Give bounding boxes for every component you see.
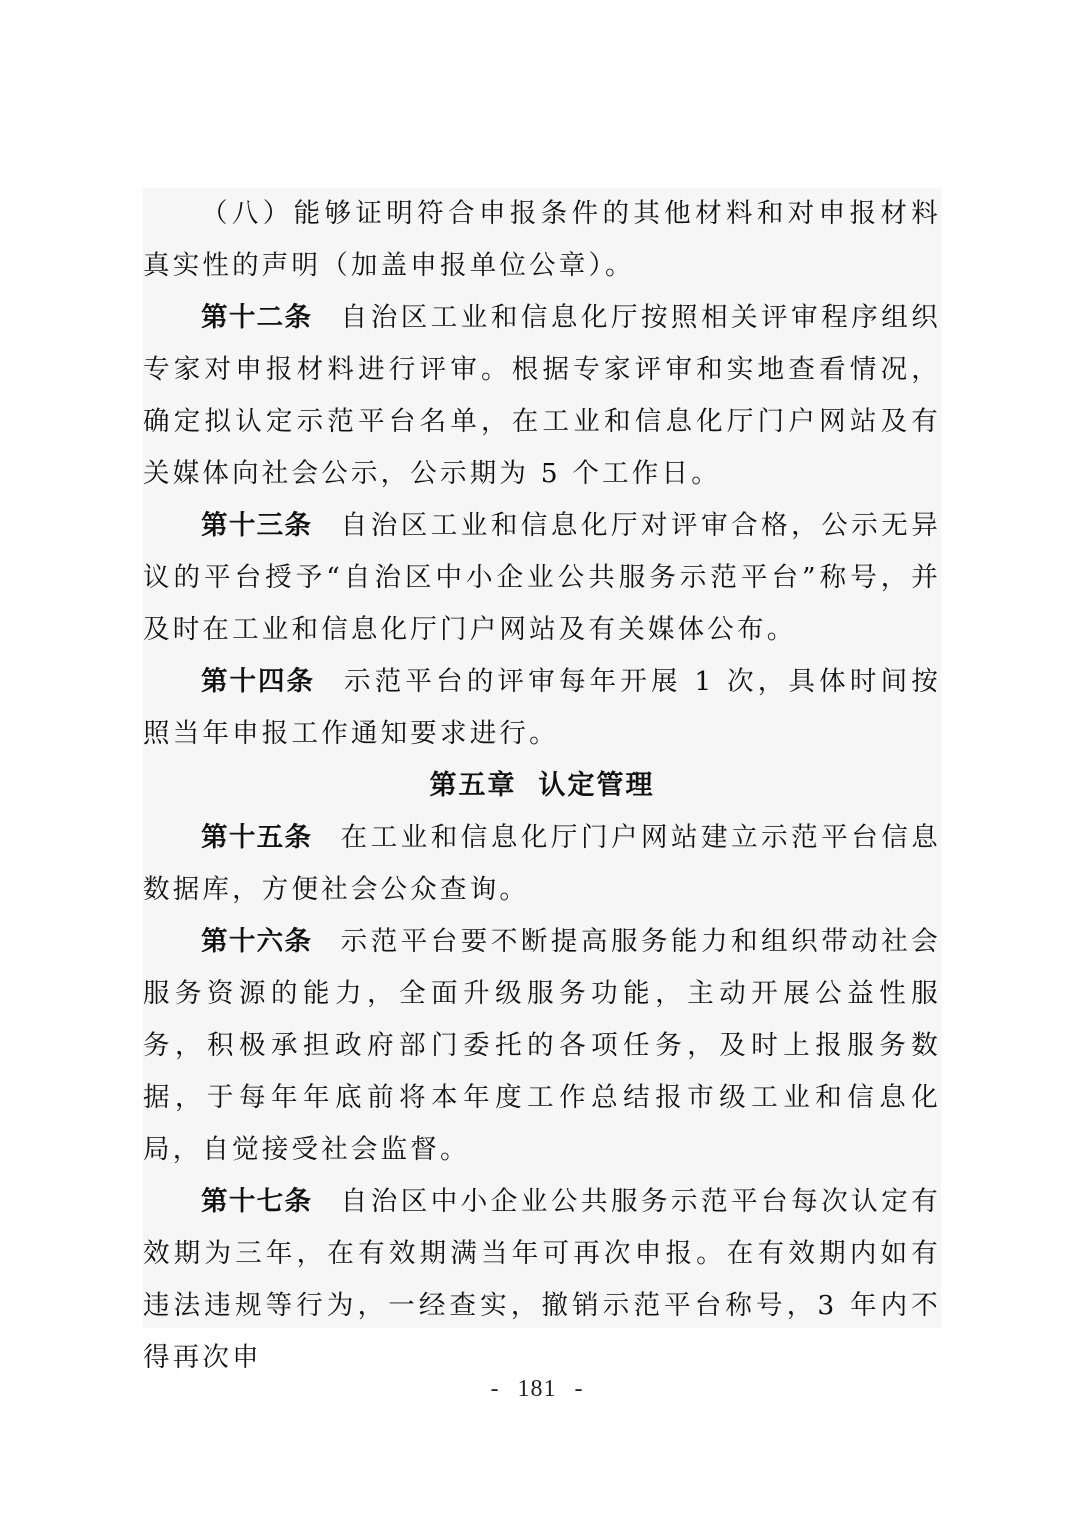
paragraph-item-8 <box>143 188 941 292</box>
article-text: 示范平台的评审每年开展 1 次，具体时间按照当年申报工作通知要求进行。 <box>143 666 941 749</box>
page-dash-left: - <box>490 1376 500 1402</box>
article-number: 第十三条 <box>201 510 313 541</box>
article-number: 第十四条 <box>201 666 316 697</box>
chapter-heading <box>143 760 941 812</box>
page-number: 181 <box>517 1376 557 1402</box>
article-number: 第十七条 <box>201 1186 313 1217</box>
article-16 <box>143 916 941 1176</box>
chapter-title: 认定管理 <box>538 770 655 801</box>
article-13 <box>143 500 941 656</box>
article-number: 第十六条 <box>201 926 313 957</box>
page-footer <box>0 1376 1074 1403</box>
article-text: 自治区工业和信息化厅按照相关评审程序组织专家对申报材料进行评审。根据专家评审和实地查看情况，确定拟认定示范平台名单，在工业和信息化厅门户网站及有关媒体向社会公示，公示期为 5 个工作日。 <box>143 302 942 489</box>
article-17 <box>143 1176 941 1384</box>
article-text: 示范平台要不断提高服务能力和组织带动社会服务资源的能力，全面升级服务功能，主动开展公益性服务，积极承担政府部门委托的各项任务，及时上报服务数据，于每年年底前将本年度工作总结报市级工业和信息化局，自觉接受社会监督。 <box>143 926 942 1165</box>
article-15 <box>143 812 941 916</box>
article-14 <box>143 656 941 760</box>
article-number: 第十五条 <box>201 822 313 853</box>
article-number: 第十二条 <box>201 302 313 333</box>
document-body <box>143 188 942 1373</box>
chapter-number: 第五章 <box>429 770 517 801</box>
paragraph-text: （八）能够证明符合申报条件的其他材料和对申报材料真实性的声明（加盖申报单位公章）。 <box>143 198 941 281</box>
page-dash-right: - <box>574 1376 584 1402</box>
article-text: 自治区中小企业公共服务示范平台每次认定有效期为三年，在有效期满当年可再次申报。在有效期内如有违法违规等行为，一经查实，撤销示范平台称号，3 年内不得再次申 <box>143 1186 942 1373</box>
article-12 <box>143 292 941 500</box>
article-text: 在工业和信息化厅门户网站建立示范平台信息数据库，方便社会公众查询。 <box>143 822 942 905</box>
article-text: 自治区工业和信息化厅对评审合格，公示无异议的平台授予“自治区中小企业公共服务示范平台”称号，并及时在工业和信息化厅门户网站及有关媒体公布。 <box>143 510 942 645</box>
